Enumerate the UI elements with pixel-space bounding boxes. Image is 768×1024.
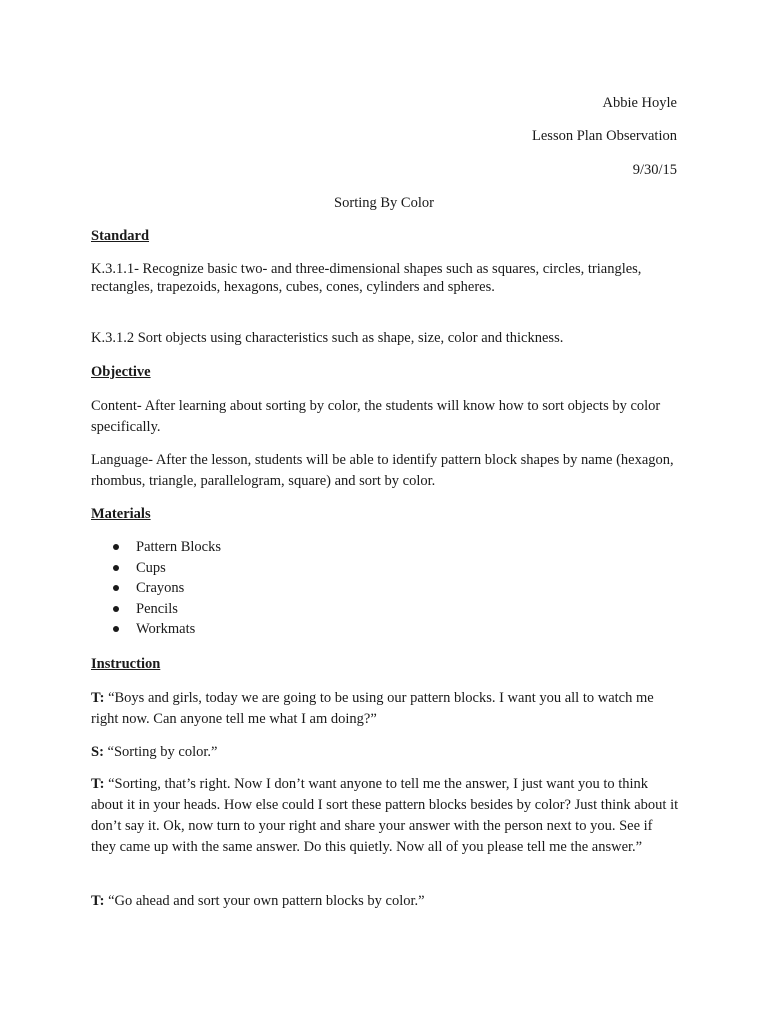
materials-heading: Materials: [91, 506, 151, 522]
bullet-icon: [113, 585, 119, 591]
objective-content: Content- After learning about sorting by color, the students will know how to sort objects by color specifically.: [91, 398, 661, 435]
dialogue-line: [91, 688, 681, 729]
dialogue-text: “Sorting by color.”: [107, 744, 218, 760]
dialogue-line: [91, 891, 681, 912]
bullet-icon: [113, 606, 119, 612]
objective-language: Language- After the lesson, students will be able to identify pattern block shapes by name (hexagon, rhombus, triangle, parallelogram, square) and sort by color.: [91, 452, 674, 489]
document-page: Abbie Hoyle Lesson Plan Observation 9/30/15 Sorting By Color Standard K.3.1.1- Recognize basic two- and three-dimensional shapes such as squares, circles, triangles, rectangles, trapezoids, hexagons, cubes, cones, cylinders and spheres. K.3.1.2 Sort objects using characteristics such as shape, size, color and thickness. Objective Content- After learning about sorting by color, the students will know how to sort objects by color specifically. Language- After the lesson, students will be able to identify pattern block shapes by name (hexagon, rhombus, triangle, parallelogram, square) and sort by color. Materials Pattern Blocks Cups Crayons Pencils Workmats Instruction T: “Boys and girls, today we are going to be using our pattern blocks. I want you all to watch me right now. Can anyone tell me what I am doing?” S: “Sorting by color.” T: “Sorting, that’s right. Now I don’t want anyone to tell me the answer, I just want you to think about it in your heads. How else could I sort these pattern blocks besides by color? Just think about it don’t say it. Ok, now turn to your right and share your answer with the person next to you. See if they came up with the same answer. Do this quietly. Now all of you please tell me the answer.” T: “Go ahead and sort your own pattern blocks by color.”: [0, 0, 768, 1024]
bullet-icon: [113, 565, 119, 571]
speaker-label: S:: [91, 744, 104, 760]
standard-heading: Standard: [91, 228, 150, 244]
bullet-icon: [113, 544, 119, 550]
document-date: 9/30/15: [632, 162, 677, 178]
dialogue-line: [91, 742, 681, 763]
speaker-label: T:: [91, 776, 105, 792]
dialogue-text: “Boys and girls, today we are going to be using our pattern blocks. I want you all to watch me right now. Can anyone tell me what I am doing?”: [91, 690, 654, 727]
standard-item: K.3.1.1- Recognize basic two- and three-dimensional shapes such as squares, circles, triangles, rectangles, trapezoids, hexagons, cubes, cones, cylinders and spheres.: [91, 261, 642, 295]
dialogue-text: “Go ahead and sort your own pattern blocks by color.”: [108, 893, 425, 909]
dialogue-line: [91, 774, 681, 858]
objective-heading: Objective: [91, 364, 151, 380]
speaker-label: T:: [91, 690, 105, 706]
instruction-heading: Instruction: [91, 656, 161, 672]
author-name: Abbie Hoyle: [602, 95, 677, 111]
document-type: Lesson Plan Observation: [532, 128, 677, 144]
standard-item: K.3.1.2 Sort objects using characteristics such as shape, size, color and thickness.: [91, 330, 564, 346]
page-title: Sorting By Color: [334, 195, 434, 211]
bullet-icon: [113, 626, 119, 632]
speaker-label: T:: [91, 893, 105, 909]
dialogue-text: “Sorting, that’s right. Now I don’t want anyone to tell me the answer, I just want you to think about it in your heads. How else could I sort these pattern blocks besides by color? Just think about it don’t say it. Ok, now turn to your right and share your answer with the person next to you. See if they came up with the same answer. Do this quietly. Now all of you please tell me the answer.”: [91, 776, 679, 855]
